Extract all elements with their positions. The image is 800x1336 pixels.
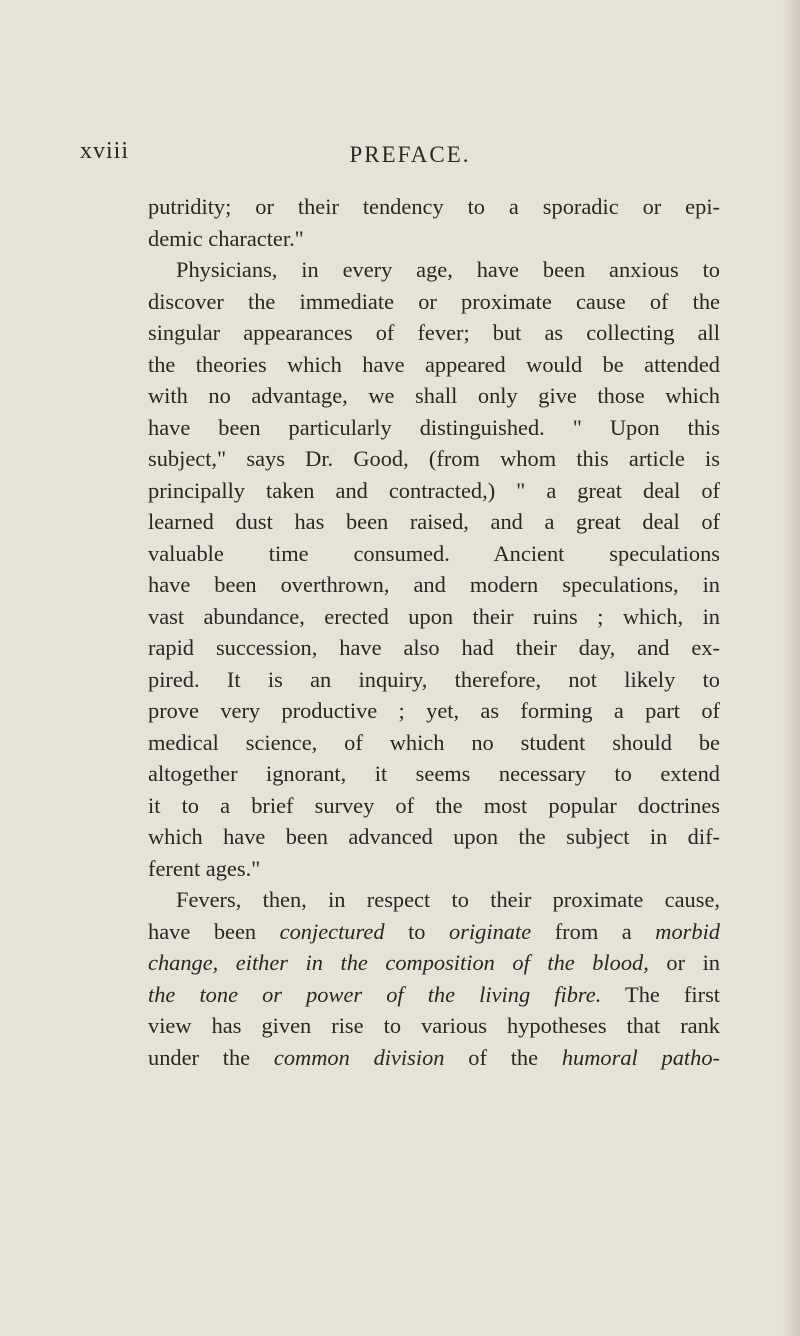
text-line: view has given rise to various hypotheses that rank [148, 1013, 720, 1038]
text-run: to [384, 918, 450, 944]
text-line: subject," says Dr. Good, (from whom this article is [148, 446, 720, 471]
text-line: prove very productive ; yet, as forming a part of [148, 698, 720, 723]
text-line: it to a brief survey of the most popular doctrines [148, 792, 720, 818]
italic-run: common division [273, 1044, 445, 1070]
italic-run: change, either in the composition of the blood, [148, 950, 649, 975]
body-text [148, 191, 720, 1073]
text-run: of the [444, 1044, 562, 1070]
text-line: demic character." [148, 225, 304, 251]
page-number: xviii [80, 138, 130, 164]
text-run: have been [148, 918, 280, 944]
text-line: pired. It is an inquiry, therefore, not likely to [148, 666, 720, 692]
text-line [148, 916, 720, 948]
text-line: principally taken and contracted,) " a great deal of [148, 477, 720, 503]
text-run: or in [648, 950, 720, 975]
text-line [148, 1042, 720, 1074]
text-line: which have been advanced upon the subject in dif- [148, 824, 720, 849]
text-run: from a [531, 918, 656, 944]
text-line: Fevers, then, in respect to their proximate cause, [176, 887, 720, 912]
italic-run: conjectured [279, 918, 385, 944]
italic-run: the tone or power of the living fibre. [148, 981, 602, 1007]
running-head: PREFACE. [349, 142, 471, 167]
text-run: under the [148, 1044, 274, 1070]
text-line: putridity; or their tendency to a sporadic or epi- [148, 194, 720, 219]
text-line: ferent ages." [148, 855, 261, 881]
text-line: vast abundance, erected upon their ruins ; which, in [148, 603, 720, 629]
page-edge-shadow [782, 0, 800, 1336]
italic-run: morbid [655, 918, 720, 944]
text-line: valuable time consumed. Ancient speculations [148, 540, 720, 566]
text-line: altogether ignorant, it seems necessary to extend [148, 761, 720, 786]
text-line: rapid succession, have also had their day, and ex- [148, 635, 720, 660]
text-line [148, 979, 720, 1011]
text-line: learned dust has been raised, and a great deal of [148, 509, 720, 534]
italic-run: humoral patho- [561, 1044, 720, 1070]
text-line: medical science, of which no student should be [148, 729, 720, 755]
italic-run: originate [449, 918, 532, 944]
text-line: singular appearances of fever; but as collecting all [148, 320, 720, 345]
text-line [148, 947, 720, 979]
text-line: discover the immediate or proximate cause of the [148, 288, 720, 314]
text-line: with no advantage, we shall only give those which [148, 383, 720, 408]
text-line: have been particularly distinguished. " Upon this [148, 414, 720, 440]
text-line: Physicians, in every age, have been anxious to [176, 257, 720, 282]
text-run: The first [601, 981, 721, 1007]
text-line: the theories which have appeared would be attended [148, 351, 720, 377]
text-line: have been overthrown, and modern speculations, in [148, 572, 720, 597]
